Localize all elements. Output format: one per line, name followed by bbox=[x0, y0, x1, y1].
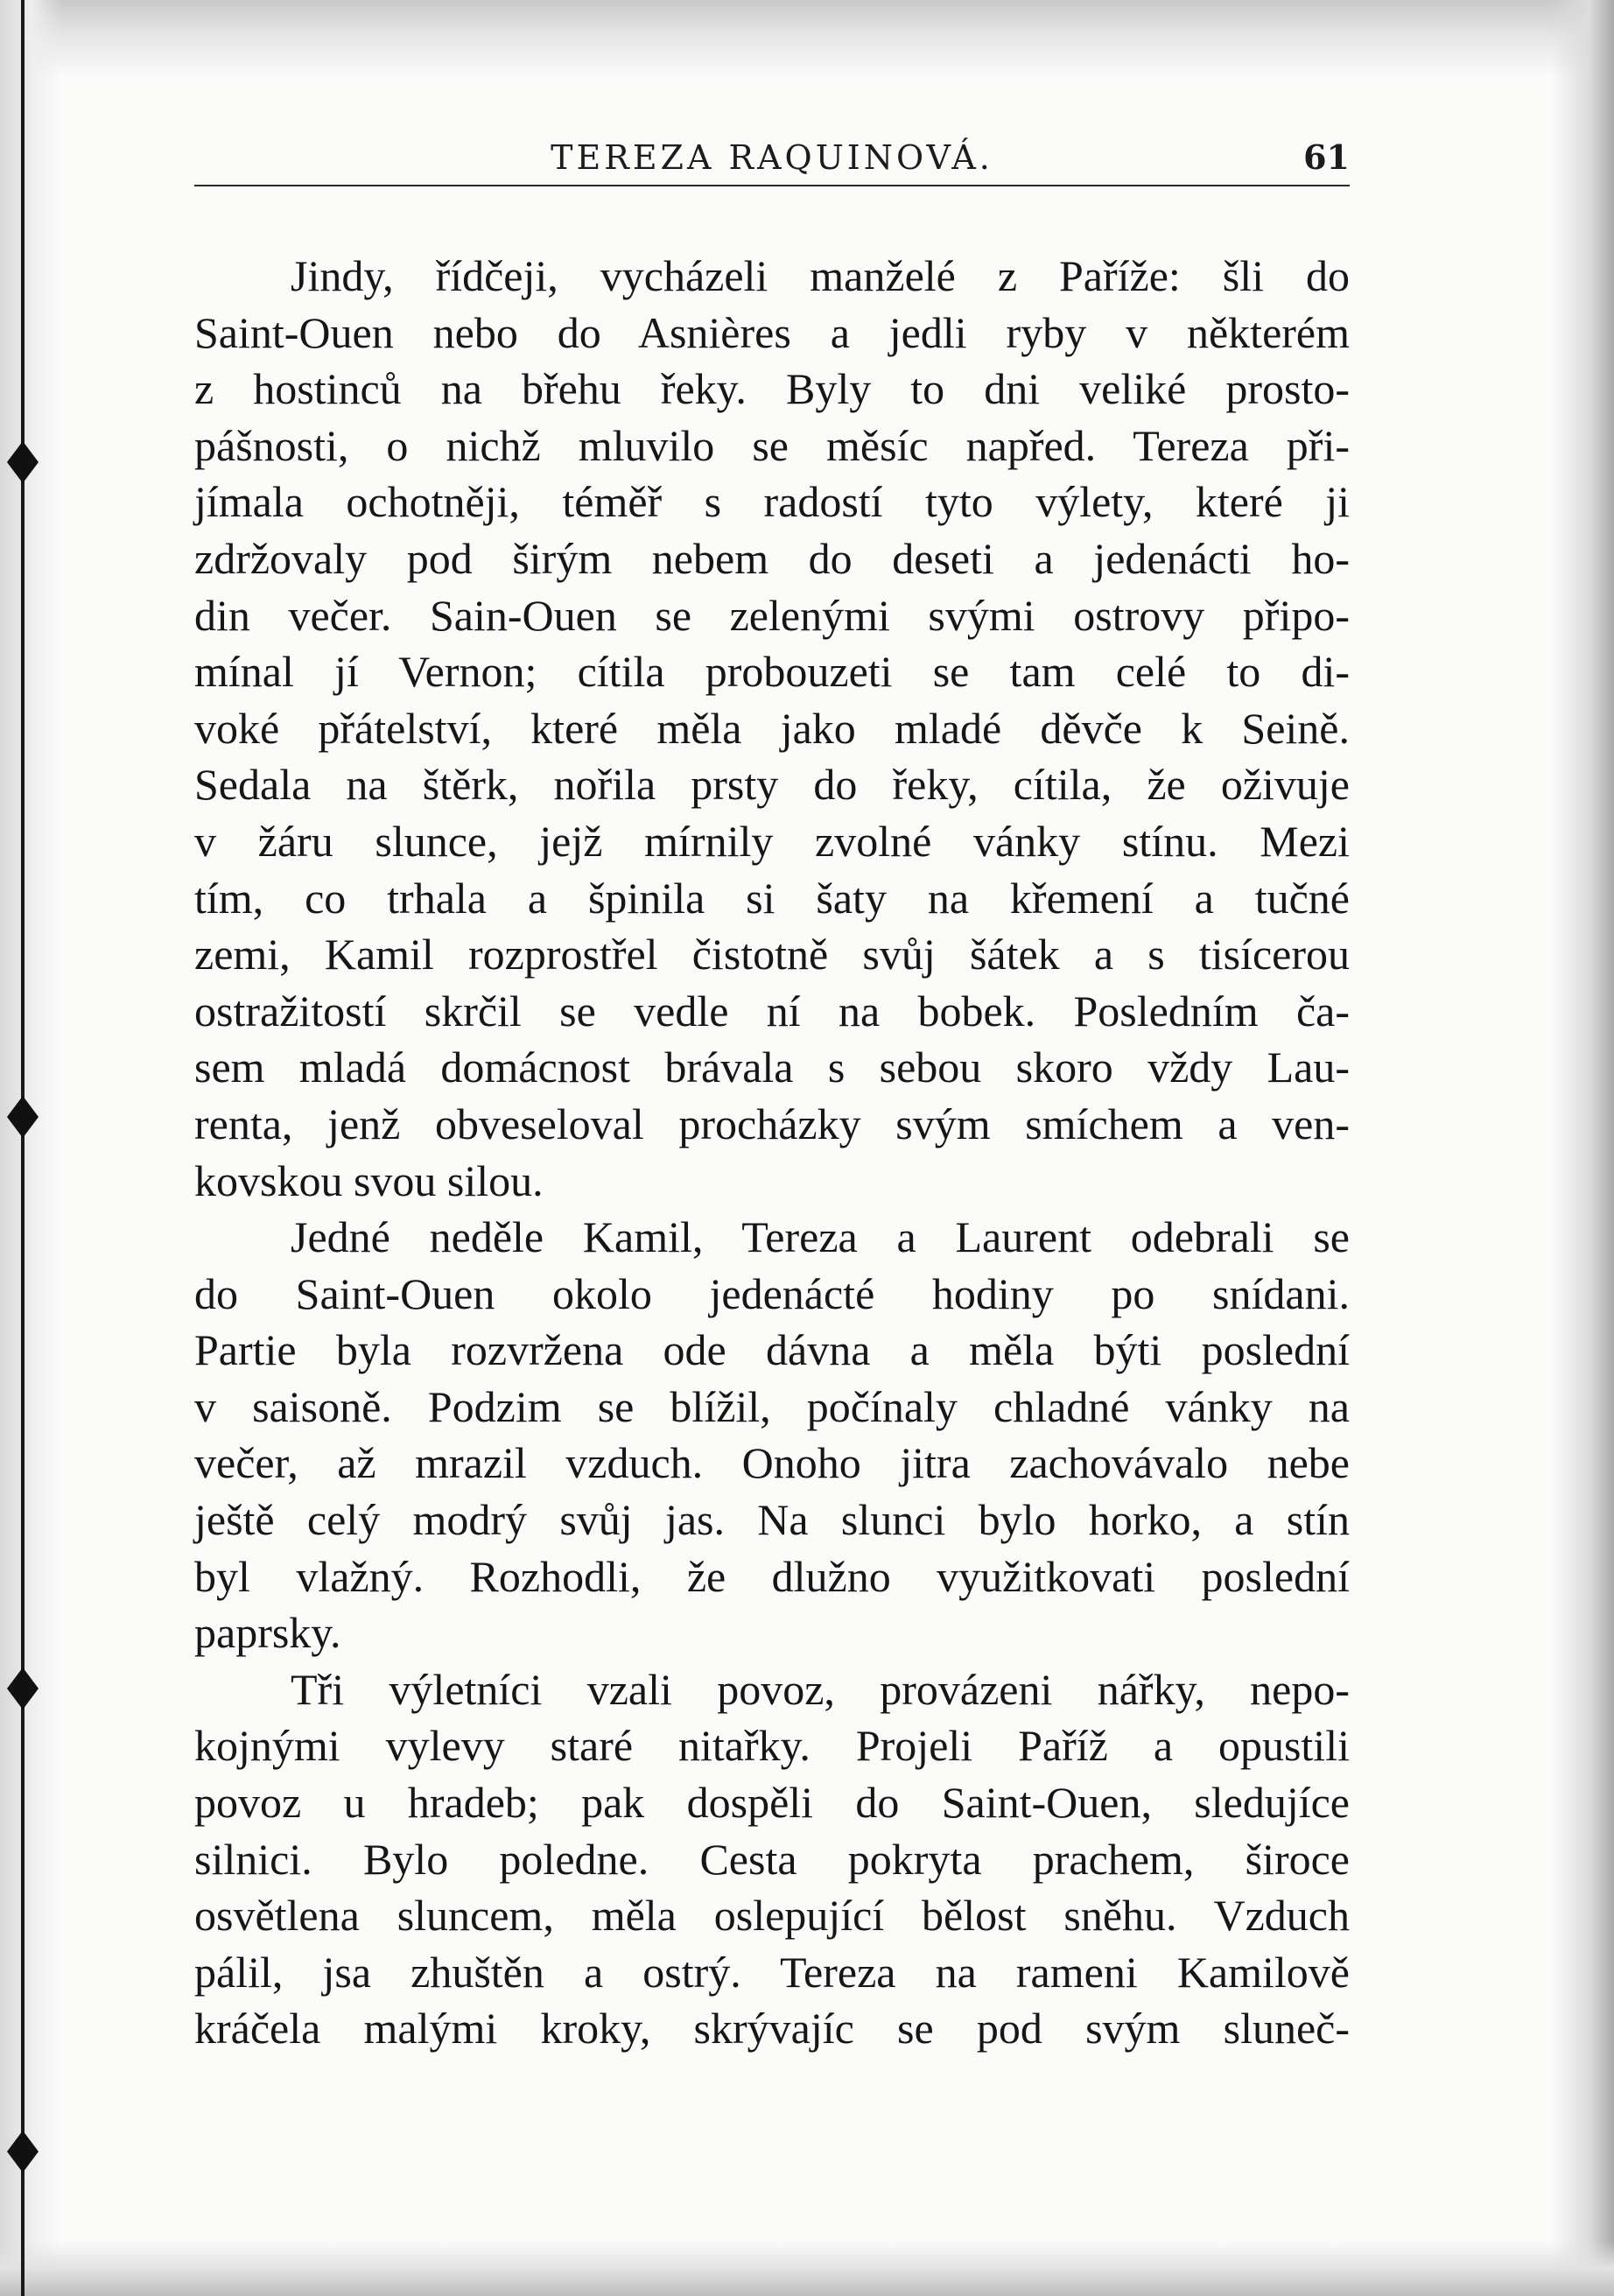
running-head bbox=[194, 131, 1350, 186]
text-line: jímala ochotněji, téměř s radostí tyto výlety, které ji bbox=[194, 477, 1350, 527]
text-line: zemi, Kamil rozprostřel čistotně svůj šátek a s tisícerou bbox=[194, 930, 1350, 979]
binding-stitch-icon bbox=[0, 439, 46, 485]
binding-stitch-icon bbox=[0, 1094, 46, 1140]
text-line: renta, jenž obveseloval procházky svým smíchem a ven- bbox=[194, 1099, 1350, 1148]
text-line: kráčela malými kroky, skrývajíc se pod svým sluneč- bbox=[194, 2004, 1350, 2054]
running-head-title: TEREZA RAQUINOVÁ. bbox=[551, 138, 993, 177]
scan-shadow-right bbox=[1551, 0, 1614, 2296]
text-line: Jindy, řídčeji, vycházeli manželé z Paříže: šli do bbox=[291, 251, 1350, 300]
text-line: večer, až mrazil vzduch. Onoho jitra zachovávalo nebe bbox=[194, 1438, 1350, 1488]
text-line: sem mladá domácnost brávala s sebou skoro vždy Lau- bbox=[194, 1043, 1350, 1092]
text-line: v žáru slunce, jejž mírnily zvolné vánky stínu. Mezi bbox=[194, 816, 1350, 866]
text-line: ostražitostí skrčil se vedle ní na bobek. Posledním ča- bbox=[194, 986, 1350, 1036]
text-line: do Saint-Ouen okolo jedenácté hodiny po snídani. bbox=[194, 1268, 1350, 1318]
text-line: kovskou svou silou. bbox=[194, 1155, 544, 1205]
body-text bbox=[194, 248, 1350, 2057]
text-line: Sedala na štěrk, nořila prsty do řeky, cítila, že oživuje bbox=[194, 760, 1350, 810]
text-line: ještě celý modrý svůj jas. Na slunci bylo horko, a stín bbox=[194, 1495, 1350, 1545]
page-number: 61 bbox=[1303, 137, 1350, 177]
text-line: silnici. Bylo poledne. Cesta pokryta prachem, široce bbox=[194, 1834, 1350, 1884]
text-line: Partie byla rozvržena ode dávna a měla býti poslední bbox=[194, 1325, 1350, 1375]
text-line: z hostinců na břehu řeky. Byly to dni veliké prosto- bbox=[194, 364, 1350, 414]
text-line: voké přátelství, které měla jako mladé děvče k Seině. bbox=[194, 703, 1350, 753]
text-line: din večer. Sain-Ouen se zelenými svými ostrovy připo- bbox=[194, 590, 1350, 640]
binding-stitch-icon bbox=[0, 1666, 46, 1711]
text-line: mínal jí Vernon; cítila probouzeti se tam celé to di- bbox=[194, 647, 1350, 697]
text-line: tím, co trhala a špinila si šaty na křemení a tučné bbox=[194, 873, 1350, 923]
text-line: paprsky. bbox=[194, 1608, 341, 1658]
text-line: pášnosti, o nichž mluvilo se měsíc napřed. Tereza při- bbox=[194, 420, 1350, 470]
text-line: kojnými vylevy staré nitařky. Projeli Paříž a opustili bbox=[194, 1721, 1350, 1771]
scan-shadow-left bbox=[0, 0, 61, 2296]
text-line: v saisoně. Podzim se blížil, počínaly chladné vánky na bbox=[194, 1381, 1350, 1431]
text-line: byl vlažný. Rozhodli, že dlužno využitkovati poslední bbox=[194, 1551, 1350, 1601]
scan-shadow-top bbox=[0, 0, 1614, 79]
text-line: Tři výletníci vzali povoz, provázeni nářky, nepo- bbox=[291, 1664, 1350, 1714]
text-line: pálil, jsa zhuštěn a ostrý. Tereza na rameni Kamilově bbox=[194, 1947, 1350, 1997]
text-line: osvětlena sluncem, měla oslepující bělost sněhu. Vzduch bbox=[194, 1891, 1350, 1941]
text-line: Jedné neděle Kamil, Tereza a Laurent odebrali se bbox=[291, 1212, 1350, 1262]
text-line: povoz u hradeb; pak dospěli do Saint-Ouen, sledujíce bbox=[194, 1778, 1350, 1828]
scan-shadow-bottom bbox=[0, 2241, 1614, 2296]
binding-thread bbox=[21, 0, 25, 2296]
text-line: Saint-Ouen nebo do Asnières a jedli ryby v některém bbox=[194, 307, 1350, 357]
binding-stitch-icon bbox=[0, 2129, 46, 2174]
text-line: zdržovaly pod širým nebem do deseti a jedenácti ho- bbox=[194, 533, 1350, 583]
running-head-rule bbox=[194, 185, 1350, 186]
